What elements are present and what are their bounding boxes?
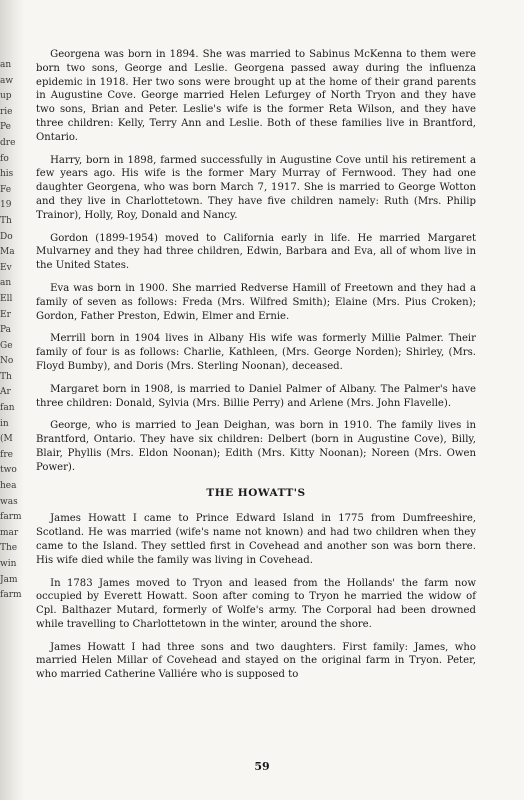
margin-fragment: Ell <box>0 293 13 304</box>
margin-fragment: mar <box>0 527 19 538</box>
paragraph-tryon-move: In 1783 James moved to Tryon and leased from the Hollands' the farm now occupied by Everett Howatt. Soon after coming to Tryon he married the widow of Cpl. Balthazer Mutard, formerly of Wolfe's army. The Corporal had been drowned while travelling to Charlottetown in the winter, around the shore. <box>36 577 476 630</box>
paragraph-george: George, who is married to Jean Deighan, was born in 1910. The family lives in Brantford, Ontario. They have six children: Delbert (born in Augustine Cove), Billy, Blair, Phyllis (Mrs. Eldon Noonan); Edith (Mrs. Kitty Noonan); Noreen (Mrs. Owen Power). <box>36 420 476 473</box>
margin-fragment: Ge <box>0 340 13 351</box>
margin-fragment: an <box>0 278 12 289</box>
facing-page-margin-text <box>0 58 26 604</box>
margin-fragment: fre <box>0 449 13 460</box>
margin-fragment: aw <box>0 75 14 86</box>
margin-fragment: dre <box>0 137 16 148</box>
paragraph-harry: Harry, born in 1898, farmed successfully in Augustine Cove until his retirement a few years ago. His wife is the former Mary Murray of Fernwood. They had one daughter Georgena, who was born March 7, 1917. She is married to George Wotton and they live in Charlottetown. They have five children namely: Ruth (Mrs. Philip Trainor), Holly, Roy, Donald and Nancy. <box>36 154 476 221</box>
margin-fragment: hea <box>0 481 17 492</box>
margin-fragment: No <box>0 356 14 367</box>
margin-fragment: up <box>0 91 12 102</box>
margin-fragment: in <box>0 418 9 429</box>
margin-fragment: The <box>0 543 18 554</box>
margin-fragment: Pe <box>0 122 11 133</box>
paragraph-margaret: Margaret born in 1908, is married to Daniel Palmer of Albany. The Palmer's have three children: Donald, Sylvia (Mrs. Billie Perry) and Arlene (Mrs. John Flavelle). <box>36 383 476 409</box>
margin-fragment: Er <box>0 309 11 320</box>
margin-fragment: farm <box>0 590 22 601</box>
margin-fragment: his <box>0 169 14 180</box>
margin-fragment: an <box>0 60 12 70</box>
paragraph-eva: Eva was born in 1900. She married Redverse Hamill of Freetown and they had a family of seven as follows: Freda (Mrs. Wilfred Smith); Elaine (Mrs. Pius Croken); Gordon, Father Preston, Edwin, Elmer and Ernie. <box>36 282 476 322</box>
margin-fragment: fo <box>0 153 9 164</box>
margin-fragment: fan <box>0 403 15 414</box>
margin-fragment: rie <box>0 106 13 117</box>
paragraph-james-howatt: James Howatt I came to Prince Edward Island in 1775 from Dumfreeshire, Scotland. He was married (wife's name not known) and had two children when they came to the Island. They settled first in Covehead and another son was born there. His wife died while the family was living in Covehead. <box>36 513 476 566</box>
paragraph-howatt-children: James Howatt I had three sons and two daughters. First family: James, who married Helen Millar of Covehead and stayed on the original farm in Tryon. Peter, who married Catherine Valliére who is supposed to <box>36 641 476 681</box>
margin-fragment: two <box>0 465 17 476</box>
margin-fragment: was <box>0 496 18 507</box>
page-content <box>36 48 476 689</box>
page-number: 59 <box>254 760 270 773</box>
margin-fragment: Jam <box>0 574 18 585</box>
section-heading: THE HOWATT'S <box>206 486 306 499</box>
paragraph-gordon: Gordon (1899-1954) moved to California early in life. He married Margaret Mulvarney and they had three children, Edwin, Barbara and Eva, all of whom live in the United States. <box>36 232 476 272</box>
margin-fragment: Th <box>0 215 12 226</box>
margin-fragment: win <box>0 559 17 569</box>
paragraph-georgena: Georgena was born in 1894. She was married to Sabinus McKenna to them were born two sons, George and Leslie. Georgena passed away during the influenza epidemic in 1918. Her two sons were brought up at the home of their grand parents in Augustine Cove. George married Helen Lefurgey of North Tryon and they have two sons, Brian and Peter. Leslie's wife is the former Reta Wilson, and they have three children: Kelly, Terry Ann and Leslie. Both of these families live in Brantford, Ontario. <box>36 49 476 143</box>
margin-fragment: Do <box>0 231 13 242</box>
margin-fragment: Pa <box>0 325 12 336</box>
margin-fragment: Ar <box>0 387 11 398</box>
margin-fragment: 19 <box>0 200 12 211</box>
margin-fragment: farm <box>0 512 22 523</box>
margin-fragment: Th <box>0 371 12 382</box>
margin-fragment: (M <box>0 434 13 445</box>
margin-fragment: Fe <box>0 184 12 195</box>
margin-fragment: Ma <box>0 247 15 258</box>
paragraph-merrill: Merrill born in 1904 lives in Albany His wife was formerly Millie Palmer. Their family of four is as follows: Charlie, Kathleen, (Mrs. George Norden); Shirley, (Mrs. Floyd Bumby), and Doris (Mrs. Sterling Noonan), deceased. <box>36 333 476 372</box>
margin-fragment: Ev <box>0 262 12 273</box>
